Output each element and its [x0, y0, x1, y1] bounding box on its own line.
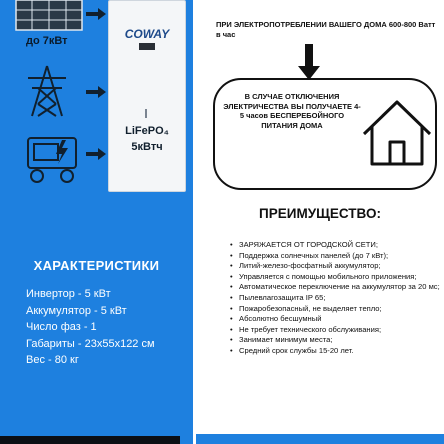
outage-note: В СЛУЧАЕ ОТКЛЮЧЕНИЯ ЭЛЕКТРИЧЕСТВА ВЫ ПОЛУЧАЕТЕ 4-5 часов БЕСПЕРЕБОЙНОГО ПИТАНИЯ ДОМА — [223, 92, 361, 130]
spec-item: Вес - 80 кг — [26, 354, 79, 366]
battery-display — [139, 43, 155, 50]
advantage-item: • Поддержка солнечных панелей (до 7 кВт); — [230, 251, 442, 262]
battery-indicator — [145, 109, 147, 118]
consumption-note: ПРИ ЭЛЕКТРОПОТРЕБЛЕНИИ ВАШЕГО ДОМА 600-800 Ватт в час — [216, 20, 436, 39]
characteristics-list — [26, 286, 155, 369]
arrow-right-icon — [86, 8, 106, 20]
spec-item: Габариты - 23х55х122 см — [26, 337, 155, 350]
arrow-right-icon — [86, 148, 106, 160]
advantage-item: • Управляется с помощью мобильного приложения; — [230, 272, 442, 283]
arrow-right-icon — [86, 86, 106, 98]
advantage-item: • Абсолютно бесшумный — [230, 314, 442, 325]
arrow-down-icon — [298, 44, 320, 80]
advantage-item: • Автоматическое переключение на аккумулятор за 20 мс; — [230, 282, 442, 293]
generator-icon — [22, 130, 82, 186]
battery-unit — [108, 0, 186, 192]
advantage-item: • Не требует технического обслуживания; — [230, 325, 442, 336]
advantages-title: ПРЕИМУЩЕСТВО: — [259, 206, 381, 221]
battery-brand-logo: COWAY — [124, 27, 170, 41]
bottom-blue-bar — [196, 434, 444, 444]
advantage-item: • ЗАРЯЖАЕТСЯ ОТ ГОРОДСКОЙ СЕТИ; — [230, 240, 442, 251]
characteristics-title: ХАРАКТЕРИСТИКИ — [33, 258, 160, 273]
house-icon — [362, 98, 432, 166]
advantage-item: • Литий-железо-фосфатный аккумулятор; — [230, 261, 442, 272]
battery-chemistry-label: LiFePO₄ — [125, 125, 169, 137]
advantage-item: • Занимает минимум места; — [230, 335, 442, 346]
bottom-dark-bar — [0, 436, 180, 444]
advantages-list — [230, 240, 442, 357]
spec-item: Число фаз - 1 — [26, 321, 97, 333]
spec-item: Аккумулятор - 5 кВт — [26, 304, 127, 317]
battery-capacity-label: 5кВтч — [131, 141, 163, 153]
solar-power-label: до 7кВт — [26, 35, 68, 47]
advantage-item: • Средний срок службы 15-20 лет. — [230, 346, 442, 357]
solar-panel-icon — [14, 0, 84, 34]
advantage-item: • Пожаробезопасный, не выделяет тепло; — [230, 304, 442, 315]
power-tower-icon — [24, 64, 70, 118]
spec-item: Инвертор - 5 кВт — [26, 288, 111, 300]
advantage-item: • Пылевлагозащита IP 65; — [230, 293, 442, 304]
